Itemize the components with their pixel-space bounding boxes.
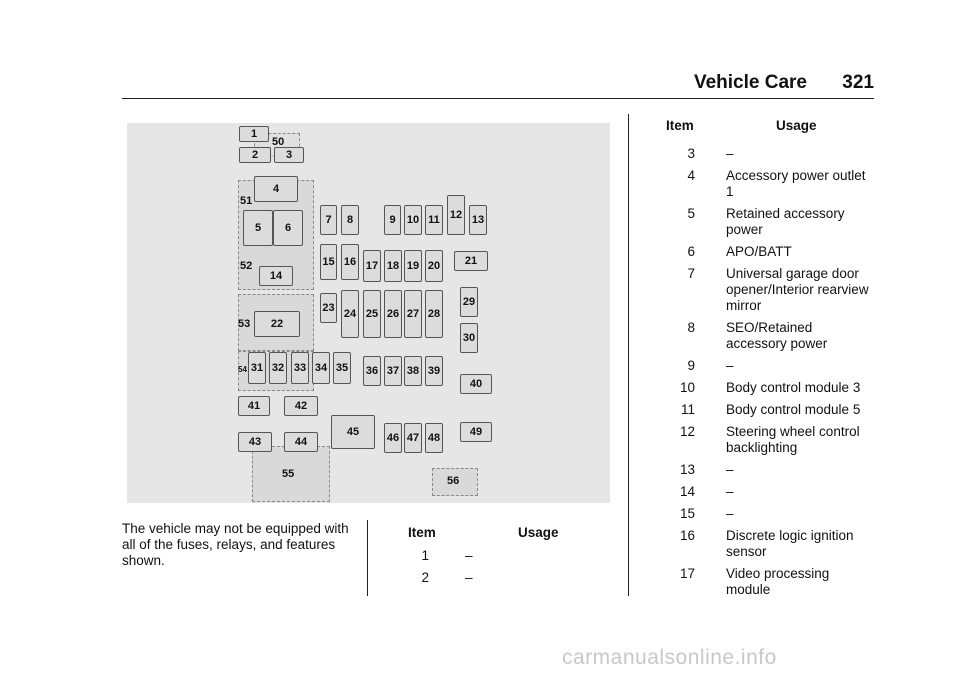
fuse-23: 23	[320, 293, 337, 323]
item-number: 3	[687, 146, 695, 161]
item-usage: –	[726, 506, 734, 521]
item-usage: Universal garage door opener/Interior rearview mirror	[726, 266, 869, 313]
item-usage: Body control module 3	[726, 380, 861, 395]
fuse-1: 1	[239, 126, 269, 142]
fuse-18: 18	[384, 250, 402, 282]
fuse-34: 34	[312, 352, 330, 384]
item-usage: APO/BATT	[726, 244, 792, 259]
fuse-8: 8	[341, 205, 359, 235]
fuse-40: 40	[460, 374, 492, 394]
fuse-24: 24	[341, 290, 359, 338]
fuse-13: 13	[469, 205, 487, 235]
fuse-4: 4	[254, 176, 298, 202]
fuse-32: 32	[269, 352, 287, 384]
item-usage: –	[726, 462, 734, 477]
zone-label-51: 51	[240, 195, 253, 207]
item-usage: –	[465, 570, 473, 585]
fuse-33: 33	[291, 352, 309, 384]
fuse-6: 6	[273, 210, 303, 246]
fuse-29: 29	[460, 287, 478, 317]
item-number: 15	[679, 506, 695, 521]
fuse-10: 10	[404, 205, 422, 235]
fuse-3: 3	[274, 147, 304, 163]
item-usage: –	[726, 358, 734, 373]
header-rule	[122, 98, 874, 99]
item-number: 8	[687, 320, 695, 335]
fuse-2: 2	[239, 147, 271, 163]
fuse-30: 30	[460, 323, 478, 353]
fuse-9: 9	[384, 205, 401, 235]
section-title: Vehicle Care	[693, 72, 808, 93]
left-item-header: Item	[408, 525, 436, 540]
zone-label-52: 52	[240, 260, 253, 272]
left-usage-header: Usage	[518, 525, 559, 540]
item-usage: Discrete logic ignition sensor	[726, 528, 854, 559]
item-number: 10	[679, 380, 695, 395]
fuse-47: 47	[404, 423, 422, 453]
fuse-46: 46	[384, 423, 402, 453]
fuse-39: 39	[425, 356, 443, 386]
item-usage: Accessory power outlet 1	[726, 168, 866, 199]
fuse-49: 49	[460, 422, 492, 442]
item-number: 4	[687, 168, 695, 183]
fuse-block-diagram	[127, 123, 610, 503]
fuse-5: 5	[243, 210, 273, 246]
fuse-43: 43	[238, 432, 272, 452]
fuse-27: 27	[404, 290, 422, 338]
fuse-11: 11	[425, 205, 443, 235]
fuse-45: 45	[331, 415, 375, 449]
item-usage: SEO/Retained accessory power	[726, 320, 828, 351]
item-number: 6	[687, 244, 695, 259]
item-usage: –	[465, 548, 473, 563]
zone-label-53: 53	[238, 318, 251, 330]
item-number: 13	[679, 462, 695, 477]
zone-label-56: 56	[447, 475, 460, 487]
fuse-22: 22	[254, 311, 300, 337]
item-usage: Body control module 5	[726, 402, 861, 417]
fuse-14: 14	[259, 266, 293, 286]
item-number: 12	[679, 424, 695, 439]
fuse-16: 16	[341, 244, 359, 280]
item-usage: Retained accessory power	[726, 206, 845, 237]
fuse-31: 31	[248, 352, 266, 384]
zone-label-50: 50	[272, 136, 285, 148]
fuse-12: 12	[447, 195, 465, 235]
fuse-20: 20	[425, 250, 443, 282]
equipment-note: The vehicle may not be equipped with all of the fuses, relays, and features shown.	[122, 521, 349, 568]
fuse-15: 15	[320, 244, 337, 280]
fuse-36: 36	[363, 356, 381, 386]
page-number: 321	[842, 72, 874, 93]
item-number: 5	[687, 206, 695, 221]
item-usage: Video processing module	[726, 566, 830, 597]
fuse-25: 25	[363, 290, 381, 338]
fuse-35: 35	[333, 352, 351, 384]
watermark: carmanualsonline.info	[562, 646, 777, 669]
page-header	[694, 72, 874, 94]
item-usage: –	[726, 484, 734, 499]
right-usage-header: Usage	[776, 118, 817, 133]
item-number: 9	[687, 358, 695, 373]
fuse-44: 44	[284, 432, 318, 452]
item-number: 17	[679, 566, 695, 581]
fuse-38: 38	[404, 356, 422, 386]
fuse-28: 28	[425, 290, 443, 338]
fuse-42: 42	[284, 396, 318, 416]
item-usage: –	[726, 146, 734, 161]
item-number: 11	[680, 402, 695, 417]
zone-label-54: 54	[238, 365, 247, 374]
fuse-37: 37	[384, 356, 402, 386]
fuse-41: 41	[238, 396, 270, 416]
item-number: 7	[687, 266, 695, 281]
item-number: 16	[679, 528, 695, 543]
fuse-26: 26	[384, 290, 402, 338]
item-number: 2	[421, 570, 429, 585]
column-divider-right	[628, 114, 629, 596]
fuse-48: 48	[425, 423, 443, 453]
zone-label-55: 55	[282, 468, 295, 480]
item-usage: Steering wheel control backlighting	[726, 424, 860, 455]
column-divider-left	[367, 520, 368, 596]
fuse-7: 7	[320, 205, 337, 235]
right-item-header: Item	[666, 118, 694, 133]
fuse-19: 19	[404, 250, 422, 282]
fuse-21: 21	[454, 251, 488, 271]
item-number: 1	[421, 548, 429, 563]
fuse-17: 17	[363, 250, 381, 282]
item-number: 14	[679, 484, 695, 499]
